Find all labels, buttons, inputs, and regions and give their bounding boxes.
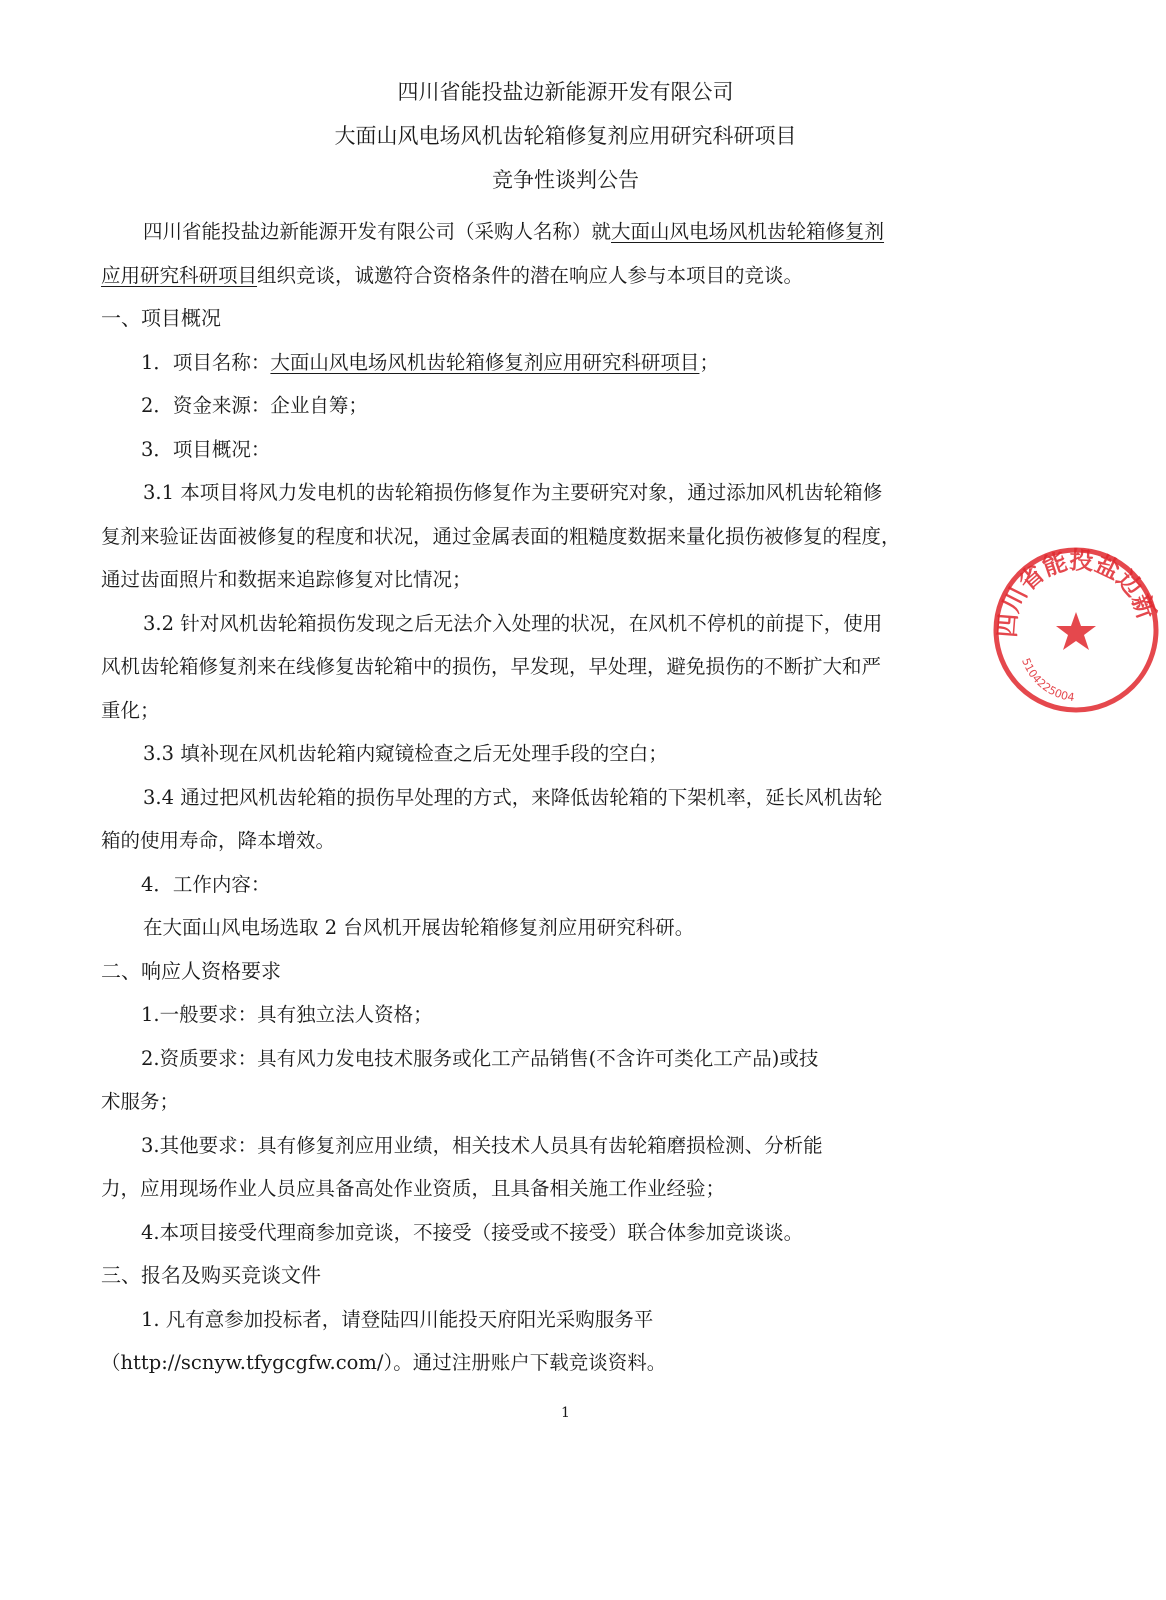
paragraph-3-4: 3.4 通过把风机齿轮箱的损伤早处理的方式，来降低齿轮箱的下架机率，延长风机齿轮 <box>143 785 883 809</box>
intro-line-2: 应用研究科研项目组织竞谈，诚邀符合资格条件的潜在响应人参与本项目的竞谈。 <box>101 263 804 287</box>
notice-title: 竞争性谈判公告 <box>492 168 639 192</box>
paragraph-3-2-cont: 风机齿轮箱修复剂来在线修复齿轮箱中的损伤，早发现，早处理，避免损伤的不断扩大和严 <box>101 655 882 678</box>
paragraph-3-4-end: 箱的使用寿命，降本增效。 <box>101 829 336 852</box>
paragraph-3-1-end: 通过齿面照片和数据来追踪修复对比情况； <box>101 568 472 591</box>
seal-code: 5104225004 <box>1019 656 1076 705</box>
requirement-3: 3.其他要求：具有修复剂应用业绩，相关技术人员具有齿轮箱磨损检测、分析能 <box>141 1133 823 1157</box>
signup-line-1: 1. 凡有意参加投标者，请登陆四川能投天府阳光采购服务平 <box>141 1307 654 1331</box>
signup-line-2: （http://scnyw.tfygcgfw.com/）。通过注册账户下载竞谈资料。 <box>101 1351 667 1374</box>
section1-heading: 一、项目概况 <box>101 306 221 330</box>
section2-heading: 二、响应人资格要求 <box>101 958 281 983</box>
requirement-2-cont: 术服务； <box>101 1090 180 1113</box>
requirement-3-cont: 力，应用现场作业人员应具备高处作业资质，且具备相关施工作业经验； <box>101 1177 726 1200</box>
work-content: 在大面山风电场选取 2 台风机开展齿轮箱修复剂应用研究科研。 <box>143 916 695 939</box>
company-seal-stamp <box>986 540 1166 720</box>
intro-line-1: 四川省能投盐边新能源开发有限公司（采购人名称）就大面山风电场风机齿轮箱修复剂 <box>143 220 885 243</box>
document-body <box>101 210 996 1385</box>
svg-text:5104225004 <box>1019 656 1075 704</box>
item3: 3．项目概况： <box>141 437 271 461</box>
seal-text: 四川省能投盐边新 <box>992 546 1161 639</box>
paragraph-3-2: 3.2 针对风机齿轮箱损伤发现之后无法介入处理的状况，在风机不停机的前提下，使用 <box>143 611 883 635</box>
title-block <box>0 72 1131 204</box>
requirement-1: 1.一般要求：具有独立法人资格； <box>141 1003 433 1026</box>
section3-heading: 三、报名及购买竞谈文件 <box>101 1263 321 1287</box>
company-title: 四川省能投盐边新能源开发有限公司 <box>397 80 734 104</box>
item4: 4．工作内容： <box>141 872 271 896</box>
requirement-2: 2.资质要求：具有风力发电技术服务或化工产品销售(不含许可类化工产品)或技 <box>141 1046 819 1070</box>
requirement-4: 4.本项目接受代理商参加竞谈，不接受（接受或不接受）联合体参加竞谈谈。 <box>141 1220 804 1244</box>
paragraph-3-2-end: 重化； <box>101 698 160 722</box>
item2: 2．资金来源：企业自筹； <box>141 394 368 417</box>
project-title: 大面山风电场风机齿轮箱修复剂应用研究科研项目 <box>334 124 797 148</box>
page-number: 1 <box>561 1405 570 1421</box>
paragraph-3-3: 3.3 填补现在风机齿轮箱内窥镜检查之后无处理手段的空白； <box>143 742 668 765</box>
item1: 1．项目名称：大面山风电场风机齿轮箱修复剂应用研究科研项目； <box>141 350 719 374</box>
paragraph-3-1: 3.1 本项目将风力发电机的齿轮箱损伤修复作为主要研究对象，通过添加风机齿轮箱修 <box>143 481 883 504</box>
paragraph-3-1-cont: 复剂来验证齿面被修复的程度和状况，通过金属表面的粗糙度数据来量化损伤被修复的程度， <box>101 524 901 548</box>
